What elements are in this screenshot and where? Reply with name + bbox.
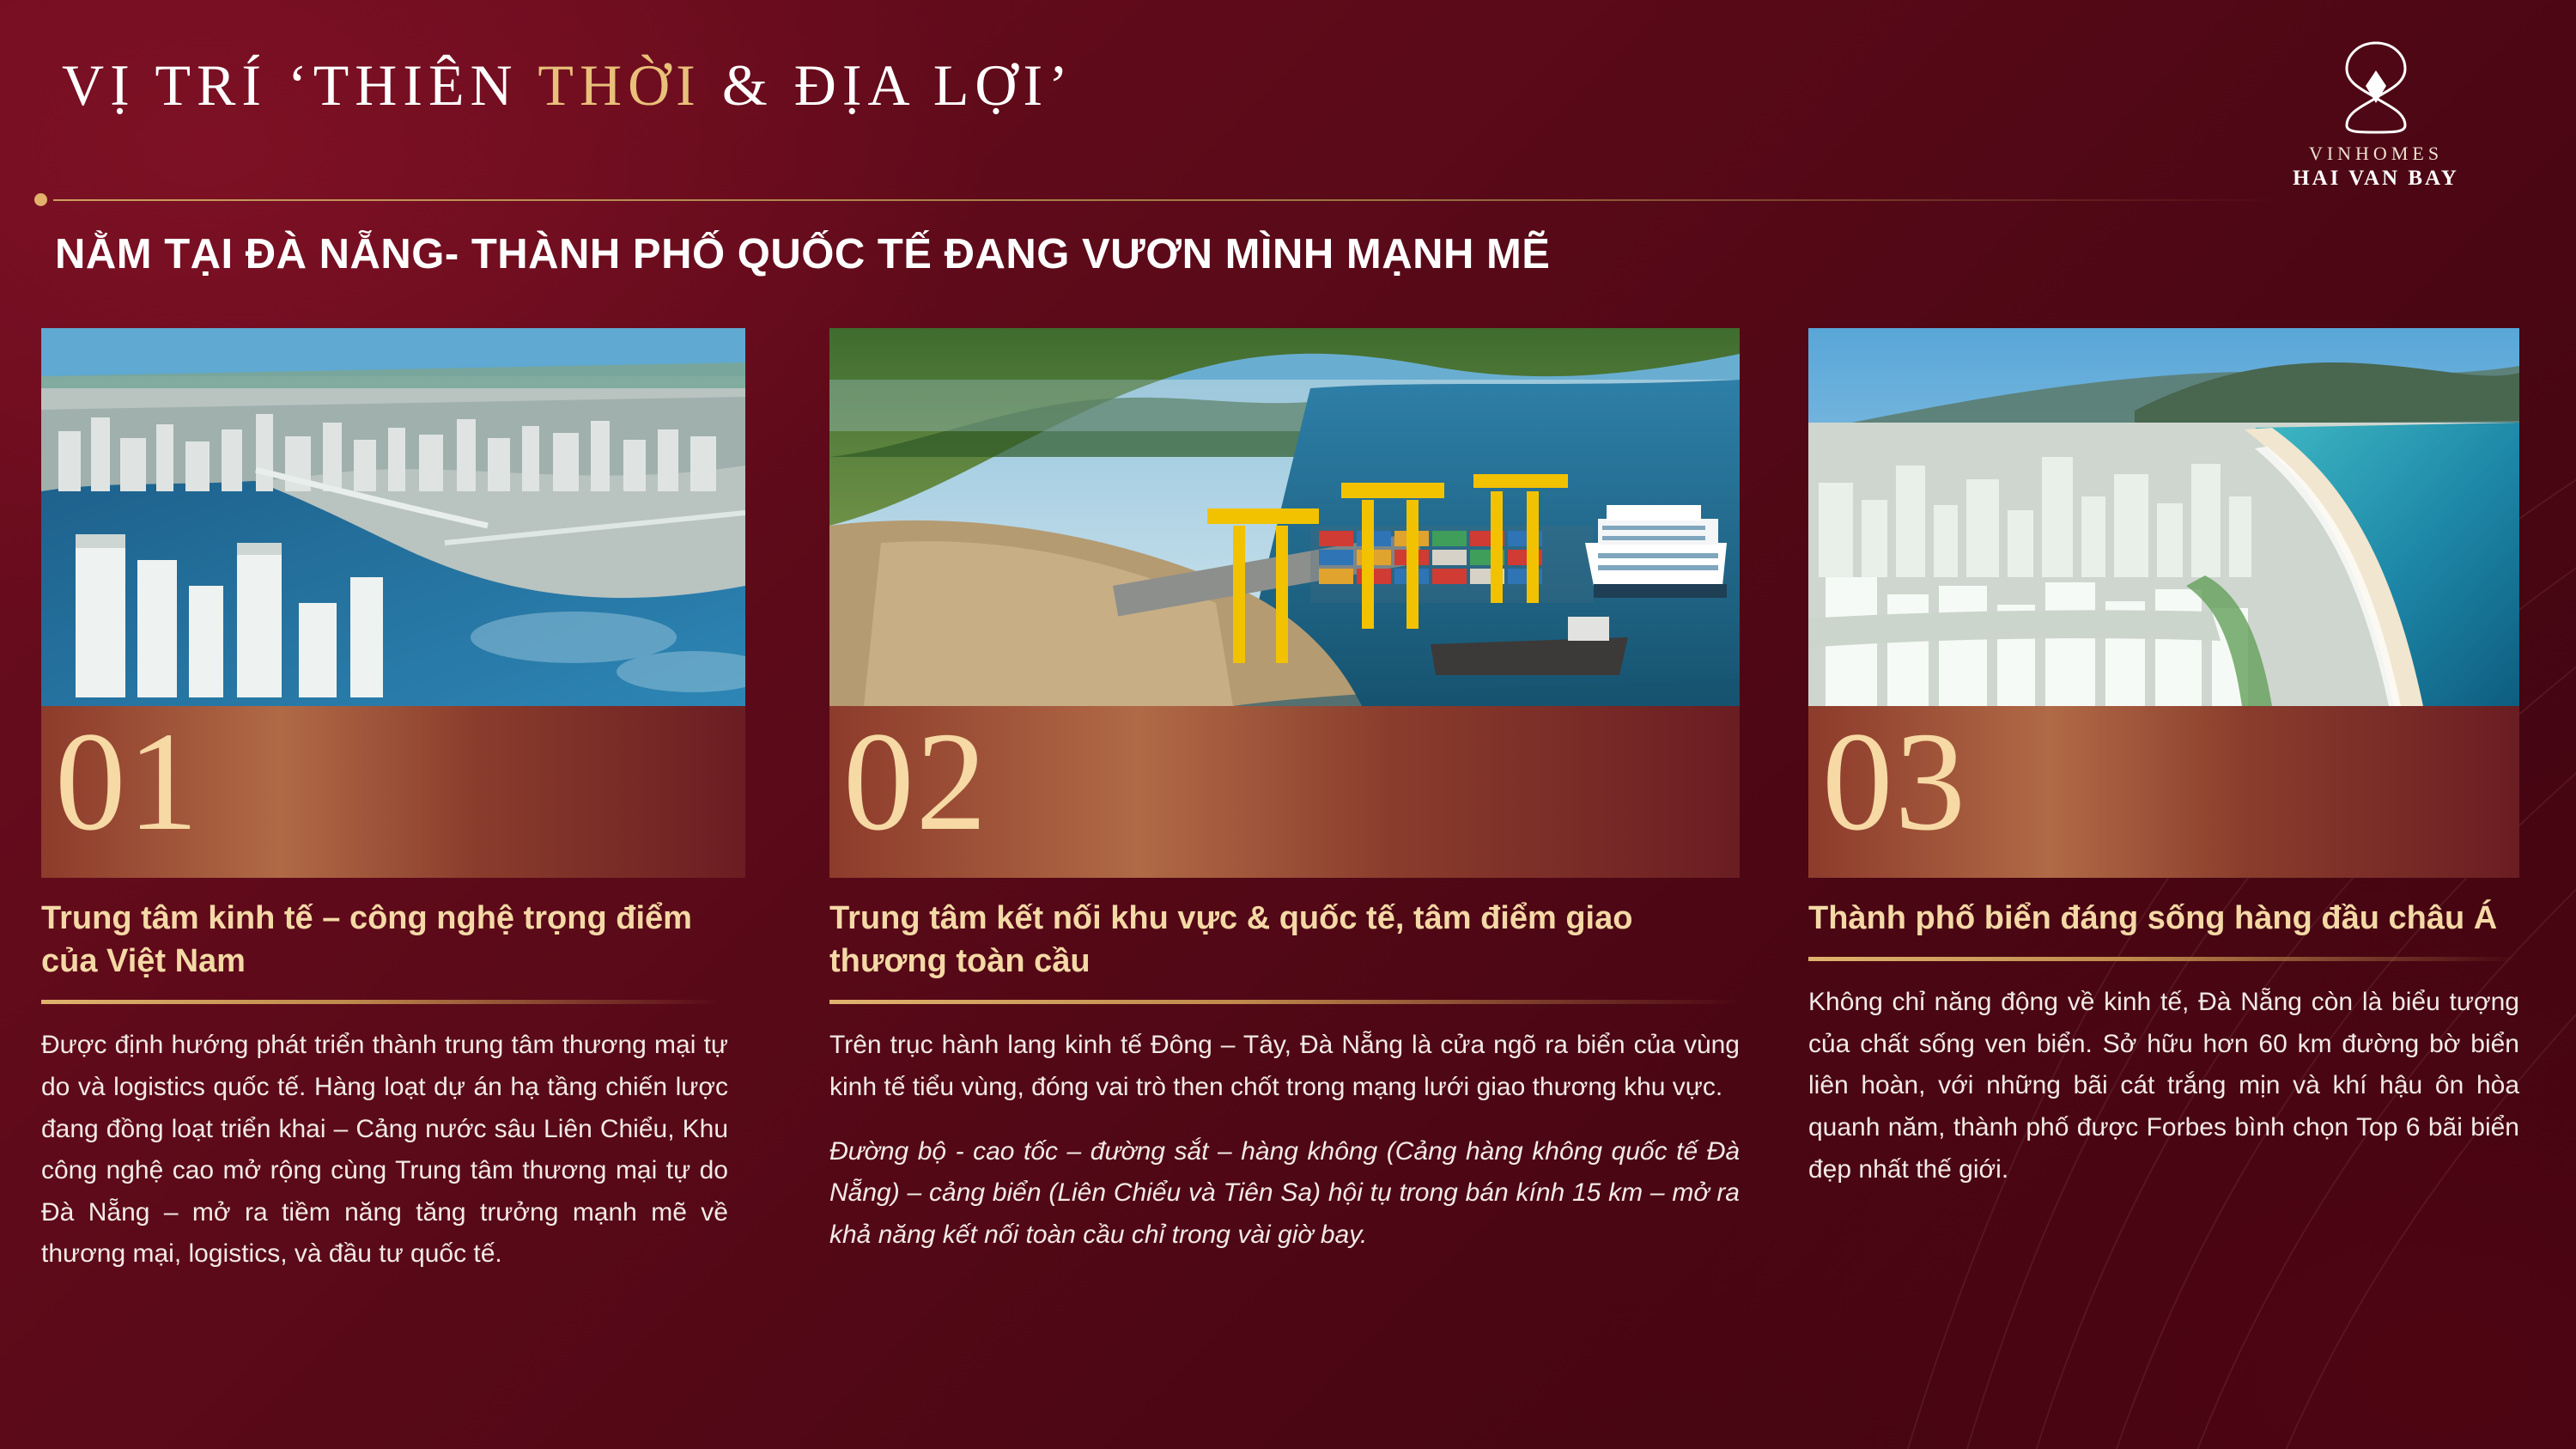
column-02 bbox=[829, 328, 1740, 1278]
headline-rule bbox=[829, 1000, 1740, 1004]
number-band-01 bbox=[41, 703, 745, 878]
content-columns bbox=[0, 328, 2576, 1445]
headline-rule bbox=[1808, 957, 2519, 961]
paragraph: Không chỉ năng động về kinh tế, Đà Nẵng còn là biểu tượng của chất sống ven biển. Sở hữu hơn 60 km đường bờ biển liên hoàn, với những bãi cát trắng mịn và khí hậu ôn hòa quanh năm, thành phố được Forbes bình chọn Top 6 bãi biển đẹp nhất thế giới. bbox=[1808, 988, 2519, 1184]
photo-city-aerial bbox=[41, 328, 745, 706]
page-title bbox=[62, 52, 1074, 119]
column-headline: Trung tâm kinh tế – công nghệ trọng điểm của Việt Nam bbox=[41, 900, 692, 980]
title-divider bbox=[34, 191, 2284, 210]
column-number: 02 bbox=[843, 703, 988, 860]
logo-project-name: HAI VAN BAY bbox=[2293, 167, 2459, 190]
column-body bbox=[1808, 982, 2519, 1190]
headline-rule bbox=[41, 1000, 720, 1004]
column-headline: Trung tâm kết nối khu vực & quốc tế, tâm điểm giao thương toàn cầu bbox=[829, 900, 1633, 980]
paragraph-italic: Đường bộ - cao tốc – đường sắt – hàng không (Cảng hàng không quốc tế Đà Nẵng) – cảng biển (Liên Chiểu và Tiên Sa) hội tụ trong bán kính 15 km – mở ra khả năng kết nối toàn cầu chỉ trong vài giờ bay. bbox=[829, 1136, 1740, 1249]
photo-beach-city bbox=[1808, 328, 2519, 706]
title-part-1: VỊ TRÍ ‘THIÊN bbox=[62, 52, 538, 118]
column-number: 03 bbox=[1822, 703, 1967, 860]
number-band-02 bbox=[829, 703, 1740, 878]
divider-line bbox=[53, 199, 2286, 201]
logo-brand-name: VINHOMES bbox=[2308, 143, 2444, 164]
page-subtitle: NẰM TẠI ĐÀ NẴNG- THÀNH PHỐ QUỐC TẾ ĐANG VƯƠN MÌNH MẠNH MẼ bbox=[55, 231, 1551, 277]
photo-container-port bbox=[829, 328, 1740, 706]
column-number: 01 bbox=[55, 703, 200, 860]
column-03 bbox=[1808, 328, 2519, 1213]
vinhomes-monogram-icon bbox=[2321, 36, 2431, 137]
divider-dot bbox=[34, 193, 47, 206]
title-part-gold: THỜI bbox=[538, 52, 702, 118]
column-body bbox=[41, 1025, 728, 1275]
title-part-2: & ĐỊA LỢI’ bbox=[701, 52, 1074, 118]
paragraph: Trên trục hành lang kinh tế Đông – Tây, Đà Nẵng là cửa ngõ ra biển của vùng kinh tế tiểu vùng, đóng vai trò then chốt trong mạng lưới giao thương khu vực. bbox=[829, 1031, 1740, 1101]
column-01 bbox=[41, 328, 745, 1298]
column-headline: Thành phố biển đáng sống hàng đầu châu Á bbox=[1808, 900, 2498, 936]
column-body bbox=[829, 1025, 1740, 1256]
paragraph: Được định hướng phát triển thành trung tâm thương mại tự do và logistics quốc tế. Hàng loạt dự án hạ tầng chiến lược đang đồng loạt triển khai – Cảng nước sâu Liên Chiểu, Khu công nghệ cao mở rộng cùng Trung tâm thương mại tự do Đà Nẵng – mở ra tiềm năng tăng trưởng mạnh mẽ về thương mại, logistics, và đầu tư quốc tế. bbox=[41, 1031, 728, 1269]
number-band-03 bbox=[1808, 703, 2519, 878]
brand-logo bbox=[2277, 36, 2475, 191]
